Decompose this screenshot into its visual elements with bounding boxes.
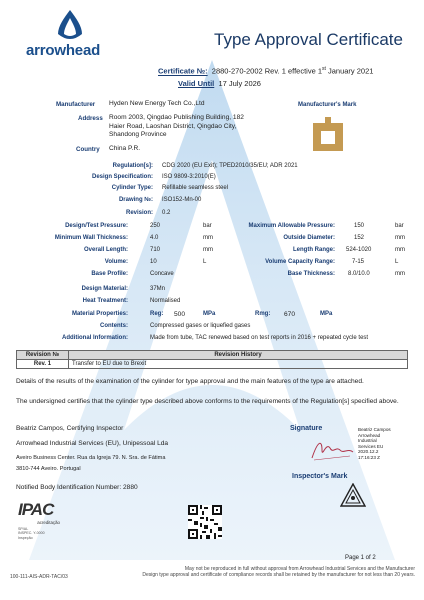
signatory-address-2: 3810-744 Aveiro. Portugal bbox=[16, 466, 81, 472]
manufacturer-mark-icon bbox=[313, 117, 343, 151]
design-spec-label: Design Specification: bbox=[91, 174, 153, 180]
wall-thickness-label: Minimum Wall Thickness: bbox=[54, 235, 128, 241]
pressure-label: Design/Test Pressure: bbox=[65, 223, 128, 229]
manufacturer-name: Hyden New Energy Tech Co.,Ltd bbox=[109, 100, 205, 107]
regulations-value: CDG 2020 (EU Exit); TPED2010/35/EU; ADR 2021 bbox=[162, 163, 298, 169]
signature-label: Signature bbox=[290, 425, 323, 432]
design-spec-value: ISO 9809-3:2010(E) bbox=[162, 174, 216, 180]
rmg-label: Rmg: bbox=[255, 311, 271, 317]
material-properties-label: Material Properties: bbox=[71, 311, 128, 317]
certificate-sup: st bbox=[322, 66, 326, 72]
address-label: Address bbox=[78, 115, 103, 122]
wall-thickness-unit: mm bbox=[203, 235, 213, 241]
address-line: Haier Road, Laoshan District, Qingdao City, bbox=[109, 122, 237, 130]
overall-length-label: Overall Length: bbox=[83, 247, 128, 253]
revision-table bbox=[16, 350, 408, 369]
revision-value: 0.2 bbox=[162, 210, 171, 216]
design-material-label: Design Material: bbox=[81, 286, 128, 292]
max-pressure-label: Maximum Allowable Pressure: bbox=[248, 223, 335, 229]
page-number: Page 1 of 2 bbox=[345, 555, 376, 561]
handwritten-signature-icon bbox=[310, 436, 355, 464]
design-material-value: 37Mn bbox=[150, 286, 166, 292]
reg-label: Reg: bbox=[150, 311, 164, 317]
volume-unit: L bbox=[203, 259, 207, 265]
arrowhead-logo-icon bbox=[52, 10, 88, 44]
stamp-line: Arrowhead bbox=[358, 432, 381, 438]
stamp-line: 2020.12.2 bbox=[358, 449, 379, 454]
country-label: Country bbox=[76, 146, 100, 153]
ipac-name: IPAC bbox=[18, 500, 54, 519]
country-value: China P.R. bbox=[109, 145, 141, 152]
valid-until-line bbox=[178, 79, 261, 88]
rmg-value: 670 bbox=[284, 311, 296, 318]
volume-range-value: 7-15 bbox=[352, 259, 365, 265]
revision-cell: Rev. 1 bbox=[17, 360, 69, 369]
base-profile-value: Concave bbox=[150, 271, 174, 277]
outside-diameter-value: 152 bbox=[354, 235, 365, 241]
rmg-unit: MPa bbox=[320, 311, 333, 317]
ipac-accreditation-logo bbox=[18, 500, 60, 540]
wall-thickness-value: 4.0 bbox=[150, 235, 159, 241]
base-thickness-label: Base Thickness: bbox=[287, 271, 335, 277]
additional-info-label: Additional Information: bbox=[62, 335, 128, 341]
footer-notes bbox=[100, 566, 415, 579]
table-row bbox=[17, 360, 408, 369]
volume-range-unit: L bbox=[395, 259, 399, 265]
footer-note: Design type approval and certificate of compliance records shall be retained by the manufacturer for not less than 20 years. bbox=[142, 572, 415, 579]
length-range-label: Length Range: bbox=[293, 247, 335, 253]
outside-diameter-unit: mm bbox=[395, 235, 405, 241]
certificate-number-line bbox=[158, 66, 373, 76]
pressure-unit: bar bbox=[203, 223, 212, 229]
certificate-label: Certificate №: bbox=[158, 66, 208, 76]
max-pressure-value: 150 bbox=[354, 223, 365, 229]
length-range-value: 524-1020 bbox=[346, 247, 372, 253]
valid-until-value: 17 July 2026 bbox=[218, 79, 261, 88]
contents-label: Contents: bbox=[100, 323, 128, 329]
stamp-line: Beatriz Campos bbox=[358, 427, 391, 432]
reg-value: 500 bbox=[174, 311, 186, 318]
inspector-mark-icon bbox=[340, 483, 366, 507]
signatory-name: Beatriz Campos, Certifying Inspector bbox=[16, 425, 124, 432]
heat-treatment-value: Normalised bbox=[150, 298, 181, 304]
volume-value: 10 bbox=[150, 259, 157, 265]
revision-col-header: Revision № bbox=[17, 351, 69, 360]
qr-code-icon bbox=[188, 505, 222, 539]
revision-label: Revision: bbox=[125, 210, 153, 216]
page-title: Type Approval Certificate bbox=[214, 30, 403, 49]
details-paragraph: Details of the results of the examination of the cylinder for type approval and the main features of the type are attached. bbox=[16, 378, 364, 385]
notified-body-number: Notified Body Identification Number: 2880 bbox=[16, 484, 138, 491]
stamp-line: Industrial bbox=[358, 438, 377, 443]
qr-code bbox=[188, 505, 222, 539]
valid-until-label: Valid Until bbox=[178, 79, 215, 88]
regulations-label: Regulation[s]: bbox=[112, 163, 153, 169]
max-pressure-unit: bar bbox=[395, 223, 404, 229]
address-line: Shandong Province bbox=[109, 131, 167, 139]
inspector-mark-label: Inspector's Mark bbox=[292, 473, 348, 480]
history-cell: Transfer to EU due to Brexit bbox=[69, 360, 408, 369]
overall-length-unit: mm bbox=[203, 247, 213, 253]
base-thickness-unit: mm bbox=[395, 271, 405, 277]
history-col-header: Revision History bbox=[69, 351, 408, 360]
volume-range-label: Volume Capacity Range: bbox=[265, 259, 335, 265]
document-code: 100-111-AIS-ADR-TAC/03 bbox=[10, 574, 68, 580]
manufacturer-label: Manufacturer bbox=[56, 101, 96, 108]
drawing-number-value: ISO152-Mn-00 bbox=[162, 197, 202, 203]
manufacturer-mark-label: Manufacturer's Mark bbox=[298, 102, 357, 108]
outside-diameter-label: Outside Diameter: bbox=[283, 235, 335, 241]
reg-unit: MPa bbox=[203, 311, 216, 317]
stamp-line: 17:16:23 Z bbox=[358, 454, 380, 460]
overall-length-value: 710 bbox=[150, 247, 161, 253]
heat-treatment-label: Heat Treatment: bbox=[82, 298, 128, 304]
base-profile-label: Base Profile: bbox=[91, 271, 128, 277]
footer-note: May not be reproduced in full without approval from Arrowhead Industrial Services and the Manufacturer bbox=[184, 566, 415, 572]
certification-paragraph: The undersigned certifies that the cylinder type described above conforms to the requirements of the Regulation[s] specified above. bbox=[16, 398, 399, 405]
ipac-small: SP/AL bbox=[18, 527, 29, 531]
additional-info-value: Made from tube, TAC renewed based on test reports in 2016 + repeated cycle test bbox=[150, 335, 369, 341]
signatory-address-1: Aveiro Business Center. Rua da Igreja 79. N. Sra. de Fátima bbox=[16, 455, 166, 461]
base-thickness-value: 8.0/10.0 bbox=[348, 271, 370, 277]
signatory-company: Arrowhead Industrial Services (EU), Unipessoal Lda bbox=[16, 440, 169, 447]
brand-name: arrowhead bbox=[26, 42, 101, 59]
certificate-value-tail: January 2021 bbox=[325, 66, 374, 76]
address-value bbox=[109, 114, 244, 140]
cylinder-type-value: Refillable seamless steel bbox=[162, 185, 229, 191]
stamp-line: Services EU bbox=[358, 443, 384, 449]
address-line: Room 2003, Qingdao Publishing Building, 182 bbox=[109, 114, 244, 121]
cylinder-type-label: Cylinder Type: bbox=[111, 185, 153, 191]
volume-label: Volume: bbox=[104, 259, 128, 265]
ipac-small: Inspeção bbox=[18, 535, 33, 540]
contents-value: Compressed gases or liquefied gases bbox=[150, 323, 251, 329]
drawing-number-label: Drawing №: bbox=[118, 197, 153, 203]
length-range-unit: mm bbox=[395, 247, 405, 253]
certificate-value: 2880-270-2002 Rev. 1 effective 1 bbox=[211, 66, 323, 76]
digital-signature-stamp bbox=[358, 427, 391, 460]
ipac-small: INSPEC. Y-0000 bbox=[18, 531, 45, 536]
pressure-value: 250 bbox=[150, 223, 161, 229]
ipac-sub: acreditação bbox=[37, 520, 60, 525]
